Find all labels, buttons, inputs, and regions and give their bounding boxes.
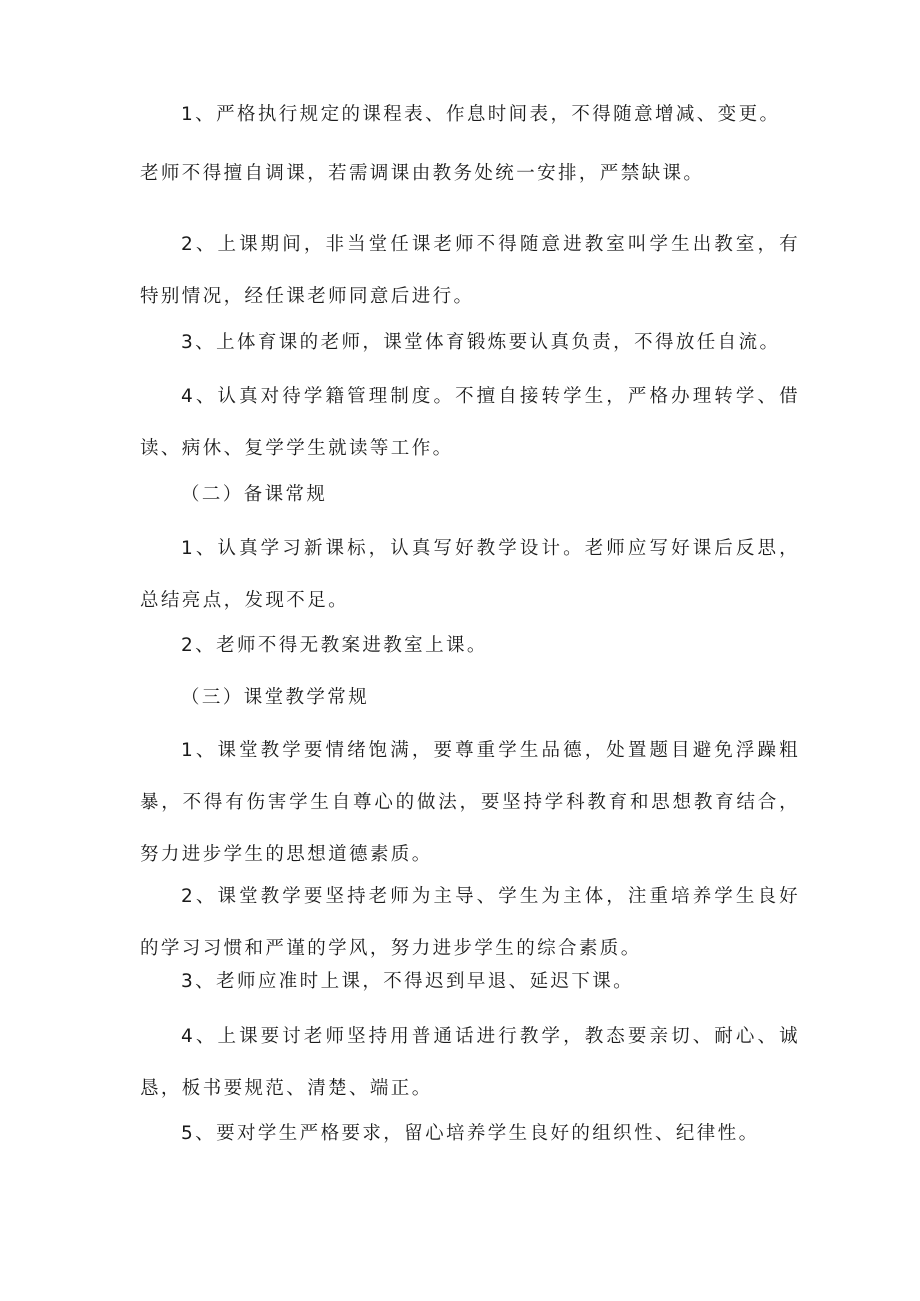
paragraph-10: 4、上课要讨老师坚持用普通话进行教学，教态要亲切、耐心、诚恳，板书要规范、清楚、端正。 [140,1026,800,1099]
paragraph-8: 2、课堂教学要坚持老师为主导、学生为主体，注重培养学生良好的学习习惯和严谨的学风，努力进步学生的综合素质。 [140,886,800,959]
paragraph-4: 4、认真对待学籍管理制度。不擅自接转学生，严格办理转学、借读、病休、复学学生就读等工作。 [140,386,800,459]
paragraph-2: 2、上课期间，非当堂任课老师不得随意进教室叫学生出教室，有特别情况，经任课老师同意后进行。 [140,234,800,307]
paragraph-9: 3、老师应准时上课，不得迟到早退、延迟下课。 [181,971,635,992]
paragraph-1-continuation: 老师不得擅自调课，若需调课由教务处统一安排，严禁缺课。 [140,163,705,184]
paragraph-7: 1、课堂教学要情绪饱满，要尊重学生品德，处置题目避免浮躁粗暴，不得有伤害学生自尊心的做法，要坚持学科教育和思想教育结合，努力进步学生的思想道德素质。 [140,740,800,865]
paragraph-11: 5、要对学生严格要求，留心培养学生良好的组织性、纪律性。 [181,1123,760,1144]
paragraph-3: 3、上体育课的老师，课堂体育锻炼要认真负责，不得放任自流。 [181,332,781,353]
section-heading-3: （三）课堂教学常规 [181,687,370,708]
paragraph-6: 2、老师不得无教案进教室上课。 [181,635,488,656]
paragraph-5: 1、认真学习新课标，认真写好教学设计。老师应写好课后反思，总结亮点，发现不足。 [140,538,800,611]
paragraph-1: 1、严格执行规定的课程表、作息时间表，不得随意增减、变更。 [181,104,781,125]
section-heading-2: （二）备课常规 [181,484,328,505]
